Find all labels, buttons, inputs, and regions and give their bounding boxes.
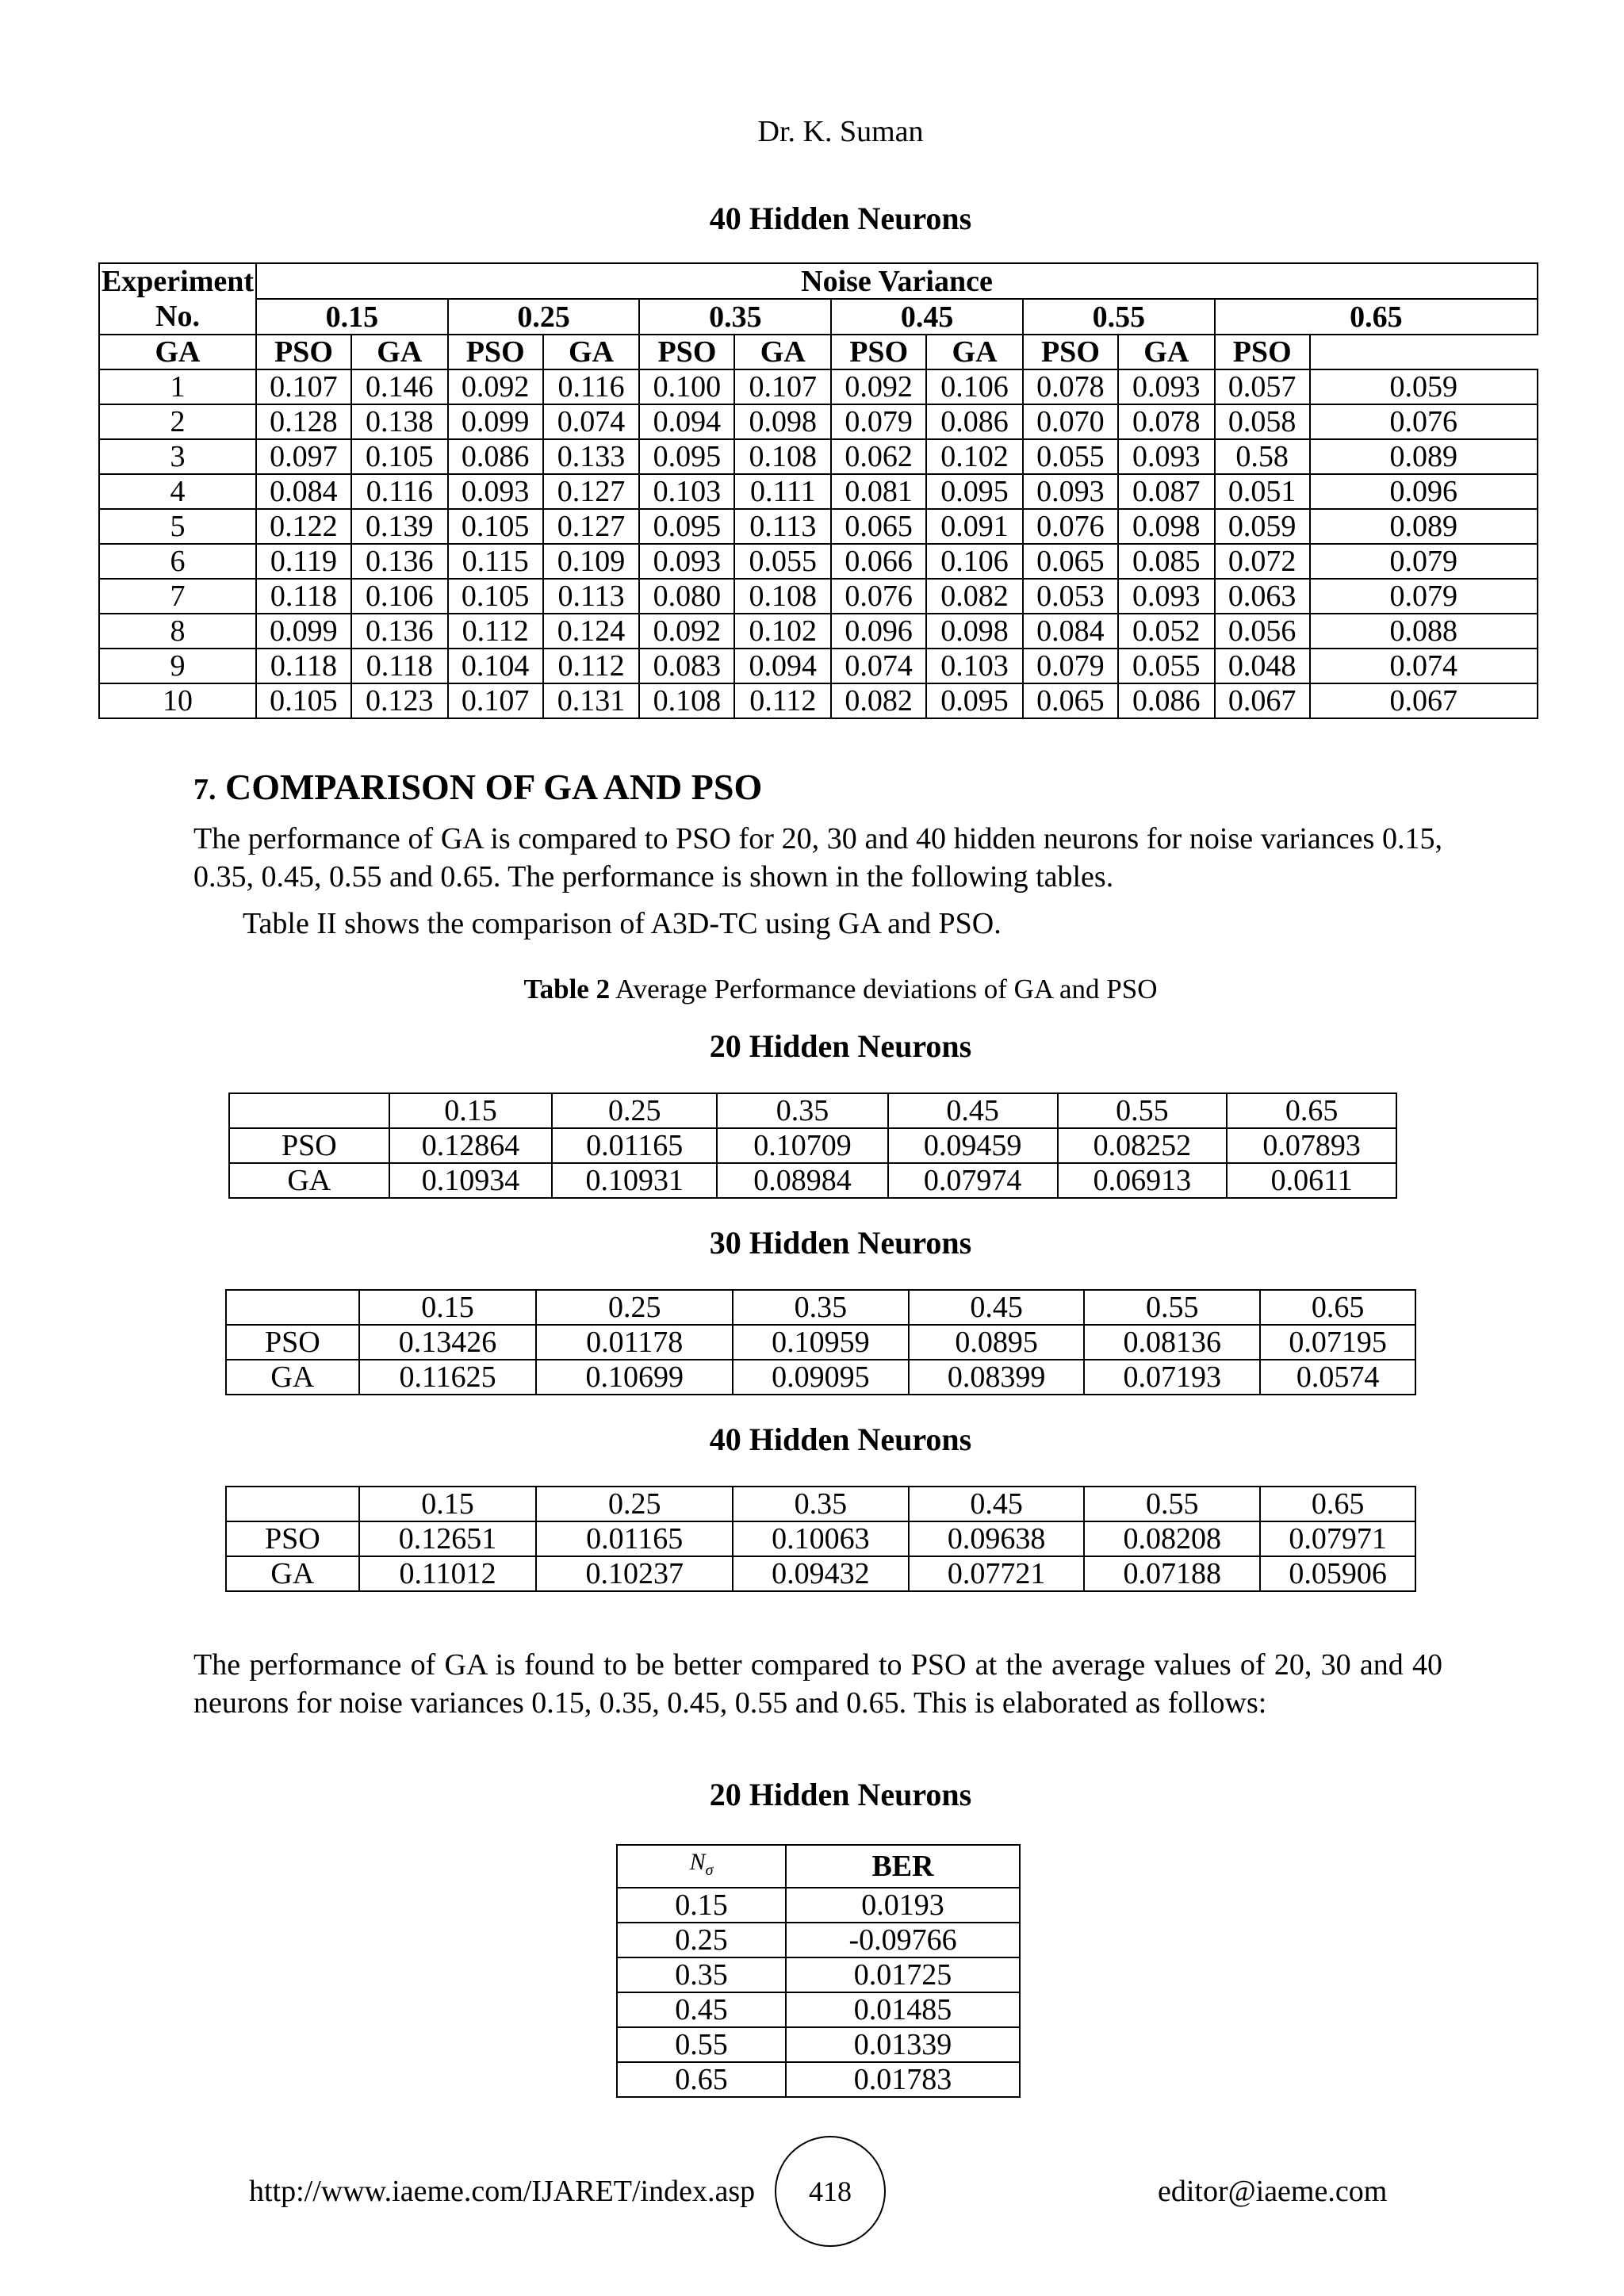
algorithm-label: GA bbox=[229, 1163, 389, 1198]
table-cell: 0.139 bbox=[351, 509, 448, 544]
table-cell: 0.122 bbox=[256, 509, 351, 544]
pso-subheader: PSO bbox=[1023, 335, 1118, 369]
table-cell: 0.058 bbox=[1215, 404, 1310, 439]
ga-subheader: GA bbox=[926, 335, 1023, 369]
table-cell: 0.066 bbox=[831, 544, 926, 579]
table-cell: 0.105 bbox=[351, 439, 448, 474]
algorithm-label: PSO bbox=[229, 1128, 389, 1163]
section-number: 7. bbox=[193, 773, 216, 806]
table-cell: 0.127 bbox=[543, 474, 640, 509]
table-row bbox=[99, 509, 1538, 544]
table-cell: 0.07971 bbox=[1260, 1521, 1415, 1556]
table-cell: 0.136 bbox=[351, 544, 448, 579]
table-row bbox=[226, 1325, 1415, 1360]
ber-table-title: 20 Hidden Neurons bbox=[709, 1777, 972, 1812]
table-cell: 0.10063 bbox=[733, 1521, 909, 1556]
table-cell: 0.086 bbox=[448, 439, 543, 474]
table-cell: 0.067 bbox=[1310, 683, 1538, 718]
noise-value: 0.45 bbox=[617, 1992, 786, 2027]
table-cell: 0.074 bbox=[1310, 649, 1538, 683]
table-cell: 0.08208 bbox=[1084, 1521, 1260, 1556]
table-cell: 0.093 bbox=[448, 474, 543, 509]
table-cell: 0.09459 bbox=[888, 1128, 1058, 1163]
table-cell: 0.089 bbox=[1310, 439, 1538, 474]
table-cell: 0.07974 bbox=[888, 1163, 1058, 1198]
section-title: COMPARISON OF GA AND PSO bbox=[225, 767, 763, 807]
table-cell: 0.07188 bbox=[1084, 1556, 1260, 1591]
table-cell: 0.089 bbox=[1310, 509, 1538, 544]
table-cell: 0.095 bbox=[926, 683, 1023, 718]
table-cell: 0.118 bbox=[256, 649, 351, 683]
table2-caption-text: Average Performance deviations of GA and PSO bbox=[610, 974, 1158, 1004]
ga-subheader: GA bbox=[734, 335, 831, 369]
variance-header: 0.25 bbox=[552, 1093, 717, 1128]
table-cell: 0.109 bbox=[543, 544, 640, 579]
variance-header: 0.65 bbox=[1260, 1487, 1415, 1521]
table-cell: 0.12651 bbox=[359, 1521, 537, 1556]
table-cell: 0.082 bbox=[831, 683, 926, 718]
table-cell: 0.0895 bbox=[909, 1325, 1085, 1360]
ber-value: 0.01725 bbox=[786, 1957, 1020, 1992]
variance-header: 0.25 bbox=[536, 1290, 733, 1325]
table-cell: 0.096 bbox=[1310, 474, 1538, 509]
ber-value: 0.0193 bbox=[786, 1888, 1020, 1923]
variance-header: 0.45 bbox=[888, 1093, 1058, 1128]
table-cell: 0.01165 bbox=[552, 1128, 717, 1163]
variance-header: 0.35 bbox=[639, 299, 831, 335]
ber-table bbox=[616, 1844, 1021, 2098]
table-cell: 0.079 bbox=[831, 404, 926, 439]
table-cell: 0.102 bbox=[734, 614, 831, 649]
table-cell: 0.078 bbox=[1118, 404, 1215, 439]
running-header bbox=[0, 114, 1624, 149]
table-cell: 0.138 bbox=[351, 404, 448, 439]
table-cell: 0.076 bbox=[831, 579, 926, 614]
avg-table-title: 30 Hidden Neurons bbox=[709, 1225, 972, 1261]
table-cell: 0.146 bbox=[351, 369, 448, 404]
ber-header: BER bbox=[786, 1845, 1020, 1888]
table-cell: 0.084 bbox=[256, 474, 351, 509]
ber-value: 0.01485 bbox=[786, 1992, 1020, 2027]
table-row bbox=[99, 579, 1538, 614]
table-cell: 0.091 bbox=[926, 509, 1023, 544]
experiment-number: 5 bbox=[99, 509, 256, 544]
table-cell: 0.092 bbox=[639, 614, 734, 649]
ga-subheader: GA bbox=[99, 335, 256, 369]
variance-header: 0.55 bbox=[1023, 299, 1215, 335]
algorithm-label: PSO bbox=[226, 1521, 359, 1556]
table-row bbox=[99, 649, 1538, 683]
corner-cell bbox=[226, 1290, 359, 1325]
table-cell: 0.0574 bbox=[1260, 1360, 1415, 1395]
table-cell: 0.07721 bbox=[909, 1556, 1085, 1591]
table-cell: 0.065 bbox=[1023, 683, 1118, 718]
table-cell: 0.093 bbox=[1118, 369, 1215, 404]
table-cell: 0.074 bbox=[831, 649, 926, 683]
experiment-table bbox=[98, 262, 1538, 719]
table-cell: 0.098 bbox=[926, 614, 1023, 649]
variance-header: 0.65 bbox=[1215, 299, 1538, 335]
table-cell: 0.093 bbox=[1023, 474, 1118, 509]
algorithm-label: GA bbox=[226, 1556, 359, 1591]
ber-value: 0.01339 bbox=[786, 2027, 1020, 2062]
table-cell: 0.083 bbox=[639, 649, 734, 683]
table-cell: 0.093 bbox=[1118, 579, 1215, 614]
table-row bbox=[617, 2027, 1020, 2062]
table-cell: 0.07193 bbox=[1084, 1360, 1260, 1395]
table-cell: 0.10699 bbox=[536, 1360, 733, 1395]
table-cell: 0.107 bbox=[448, 683, 543, 718]
table-cell: 0.112 bbox=[448, 614, 543, 649]
table-cell: 0.084 bbox=[1023, 614, 1118, 649]
table-cell: 0.08136 bbox=[1084, 1325, 1260, 1360]
variance-header: 0.35 bbox=[717, 1093, 888, 1128]
table-cell: 0.08252 bbox=[1058, 1128, 1228, 1163]
table-row bbox=[617, 1923, 1020, 1957]
table-cell: 0.074 bbox=[543, 404, 640, 439]
experiment-number: 6 bbox=[99, 544, 256, 579]
table-cell: 0.052 bbox=[1118, 614, 1215, 649]
variance-header: 0.45 bbox=[831, 299, 1023, 335]
table-cell: 0.118 bbox=[256, 579, 351, 614]
table-cell: 0.124 bbox=[543, 614, 640, 649]
table-cell: 0.136 bbox=[351, 614, 448, 649]
table-cell: 0.088 bbox=[1310, 614, 1538, 649]
section-paragraph-3: The performance of GA is found to be better compared to PSO at the average values of 20, 30 and 40 neurons for noise variances 0.15, 0.35, 0.45, 0.55 and 0.65. This is elaborated as follows: bbox=[193, 1648, 1442, 1720]
table-cell: 0.05906 bbox=[1260, 1556, 1415, 1591]
table-cell: 0.107 bbox=[256, 369, 351, 404]
table-cell: 0.06913 bbox=[1058, 1163, 1228, 1198]
noise-value: 0.35 bbox=[617, 1957, 786, 1992]
table-row bbox=[229, 1128, 1396, 1163]
ga-subheader: GA bbox=[543, 335, 640, 369]
table-cell: 0.092 bbox=[831, 369, 926, 404]
table-cell: 0.11625 bbox=[359, 1360, 537, 1395]
algorithm-label: PSO bbox=[226, 1325, 359, 1360]
table1-title: 40 Hidden Neurons bbox=[709, 201, 972, 236]
noise-value: 0.55 bbox=[617, 2027, 786, 2062]
table-row bbox=[99, 544, 1538, 579]
table-cell: 0.01178 bbox=[536, 1325, 733, 1360]
experiment-no-header: Experiment No. bbox=[99, 263, 256, 335]
table-cell: 0.08984 bbox=[717, 1163, 888, 1198]
table-cell: 0.065 bbox=[1023, 544, 1118, 579]
table-cell: 0.081 bbox=[831, 474, 926, 509]
table-cell: 0.119 bbox=[256, 544, 351, 579]
table-cell: 0.108 bbox=[639, 683, 734, 718]
table-cell: 0.116 bbox=[351, 474, 448, 509]
table-cell: 0.086 bbox=[926, 404, 1023, 439]
table-cell: 0.057 bbox=[1215, 369, 1310, 404]
avg-table-title: 20 Hidden Neurons bbox=[709, 1028, 972, 1064]
table-row bbox=[99, 614, 1538, 649]
footer-email[interactable]: editor@iaeme.com bbox=[1158, 2175, 1388, 2208]
algorithm-label: GA bbox=[226, 1360, 359, 1395]
pso-subheader: PSO bbox=[448, 335, 543, 369]
table-cell: 0.080 bbox=[639, 579, 734, 614]
variance-header: 0.55 bbox=[1084, 1487, 1260, 1521]
experiment-number: 8 bbox=[99, 614, 256, 649]
variance-header: 0.65 bbox=[1227, 1093, 1396, 1128]
variance-header: 0.55 bbox=[1058, 1093, 1228, 1128]
table-cell: 0.10934 bbox=[389, 1163, 553, 1198]
footer-url[interactable]: http://www.iaeme.com/IJARET/index.asp bbox=[249, 2175, 756, 2208]
variance-header: 0.45 bbox=[909, 1487, 1085, 1521]
table-cell: 0.01165 bbox=[536, 1521, 733, 1556]
noise-variance-header: Noise Variance bbox=[256, 263, 1538, 299]
table-row bbox=[99, 439, 1538, 474]
table-cell: 0.105 bbox=[448, 579, 543, 614]
noise-value: 0.15 bbox=[617, 1888, 786, 1923]
table-cell: 0.10237 bbox=[536, 1556, 733, 1591]
table-cell: 0.055 bbox=[1118, 649, 1215, 683]
table-cell: 0.131 bbox=[543, 683, 640, 718]
table-cell: 0.112 bbox=[734, 683, 831, 718]
table-cell: 0.10931 bbox=[552, 1163, 717, 1198]
table-cell: 0.085 bbox=[1118, 544, 1215, 579]
table-cell: 0.076 bbox=[1310, 404, 1538, 439]
table-cell: 0.094 bbox=[639, 404, 734, 439]
table-cell: 0.104 bbox=[448, 649, 543, 683]
table-cell: 0.105 bbox=[448, 509, 543, 544]
table-cell: 0.108 bbox=[734, 439, 831, 474]
variance-header: 0.35 bbox=[733, 1290, 909, 1325]
table-row bbox=[617, 2062, 1020, 2097]
ga-subheader: GA bbox=[1118, 335, 1215, 369]
table-cell: 0.133 bbox=[543, 439, 640, 474]
table-cell: 0.12864 bbox=[389, 1128, 553, 1163]
pso-subheader: PSO bbox=[256, 335, 351, 369]
variance-header: 0.25 bbox=[536, 1487, 733, 1521]
pso-subheader: PSO bbox=[831, 335, 926, 369]
table-cell: 0.053 bbox=[1023, 579, 1118, 614]
table2-caption bbox=[0, 974, 1624, 1005]
table-cell: 0.095 bbox=[639, 509, 734, 544]
table-row bbox=[99, 404, 1538, 439]
table-cell: 0.094 bbox=[734, 649, 831, 683]
table-cell: 0.112 bbox=[543, 649, 640, 683]
table-cell: 0.056 bbox=[1215, 614, 1310, 649]
table-cell: 0.099 bbox=[448, 404, 543, 439]
table-cell: 0.118 bbox=[351, 649, 448, 683]
table-cell: 0.087 bbox=[1118, 474, 1215, 509]
experiment-number: 2 bbox=[99, 404, 256, 439]
pso-subheader: PSO bbox=[1215, 335, 1310, 369]
table-cell: 0.07893 bbox=[1227, 1128, 1396, 1163]
table-cell: 0.08399 bbox=[909, 1360, 1085, 1395]
table-cell: 0.055 bbox=[734, 544, 831, 579]
table-cell: 0.065 bbox=[831, 509, 926, 544]
table-cell: 0.059 bbox=[1310, 369, 1538, 404]
experiment-number: 9 bbox=[99, 649, 256, 683]
table-cell: 0.067 bbox=[1215, 683, 1310, 718]
table-cell: 0.09638 bbox=[909, 1521, 1085, 1556]
avg-performance-table bbox=[228, 1093, 1397, 1199]
table2-caption-label: Table 2 bbox=[523, 974, 611, 1004]
table-cell: 0.123 bbox=[351, 683, 448, 718]
table-cell: 0.095 bbox=[639, 439, 734, 474]
table-cell: 0.58 bbox=[1215, 439, 1310, 474]
table-cell: 0.051 bbox=[1215, 474, 1310, 509]
table-cell: 0.079 bbox=[1310, 579, 1538, 614]
table-cell: 0.093 bbox=[639, 544, 734, 579]
table-cell: 0.113 bbox=[734, 509, 831, 544]
table-cell: 0.082 bbox=[926, 579, 1023, 614]
table-cell: 0.079 bbox=[1310, 544, 1538, 579]
table-cell: 0.103 bbox=[926, 649, 1023, 683]
table-cell: 0.095 bbox=[926, 474, 1023, 509]
table-cell: 0.10959 bbox=[733, 1325, 909, 1360]
avg-performance-table bbox=[225, 1289, 1416, 1395]
table-cell: 0.070 bbox=[1023, 404, 1118, 439]
variance-header: 0.15 bbox=[389, 1093, 553, 1128]
table-cell: 0.078 bbox=[1023, 369, 1118, 404]
table-cell: 0.10709 bbox=[717, 1128, 888, 1163]
noise-value: 0.65 bbox=[617, 2062, 786, 2097]
variance-header: 0.55 bbox=[1084, 1290, 1260, 1325]
table-cell: 0.106 bbox=[926, 544, 1023, 579]
section-heading bbox=[193, 766, 762, 808]
variance-header: 0.15 bbox=[256, 299, 448, 335]
table-cell: 0.128 bbox=[256, 404, 351, 439]
table-cell: 0.096 bbox=[831, 614, 926, 649]
table-cell: 0.100 bbox=[639, 369, 734, 404]
experiment-number: 3 bbox=[99, 439, 256, 474]
variance-header: 0.25 bbox=[448, 299, 640, 335]
variance-header: 0.45 bbox=[909, 1290, 1085, 1325]
table-cell: 0.07195 bbox=[1260, 1325, 1415, 1360]
table-cell: 0.09432 bbox=[733, 1556, 909, 1591]
table-cell: 0.086 bbox=[1118, 683, 1215, 718]
pso-subheader: PSO bbox=[639, 335, 734, 369]
table-cell: 0.102 bbox=[926, 439, 1023, 474]
table-row bbox=[99, 683, 1538, 718]
experiment-number: 4 bbox=[99, 474, 256, 509]
experiment-number: 10 bbox=[99, 683, 256, 718]
table-cell: 0.127 bbox=[543, 509, 640, 544]
variance-header: 0.35 bbox=[733, 1487, 909, 1521]
table-cell: 0.059 bbox=[1215, 509, 1310, 544]
noise-symbol-header: $N_\sigma$ bbox=[617, 1845, 786, 1888]
table-cell: 0.099 bbox=[256, 614, 351, 649]
ga-subheader: GA bbox=[351, 335, 448, 369]
table-cell: 0.107 bbox=[734, 369, 831, 404]
variance-header: 0.65 bbox=[1260, 1290, 1415, 1325]
experiment-number: 7 bbox=[99, 579, 256, 614]
table-row bbox=[226, 1556, 1415, 1591]
table-cell: 0.105 bbox=[256, 683, 351, 718]
section-paragraph-2: Table II shows the comparison of A3D-TC using GA and PSO. bbox=[243, 907, 1002, 940]
table-cell: 0.108 bbox=[734, 579, 831, 614]
variance-header: 0.15 bbox=[359, 1487, 537, 1521]
table-cell: 0.106 bbox=[351, 579, 448, 614]
table-cell: 0.106 bbox=[926, 369, 1023, 404]
table-cell: 0.062 bbox=[831, 439, 926, 474]
table-row bbox=[617, 1888, 1020, 1923]
table-cell: 0.072 bbox=[1215, 544, 1310, 579]
table-cell: 0.09095 bbox=[733, 1360, 909, 1395]
page-number: 418 bbox=[775, 2136, 886, 2247]
table-cell: 0.11012 bbox=[359, 1556, 537, 1591]
table-cell: 0.13426 bbox=[359, 1325, 537, 1360]
avg-performance-table bbox=[225, 1486, 1416, 1592]
variance-header: 0.15 bbox=[359, 1290, 537, 1325]
table-cell: 0.113 bbox=[543, 579, 640, 614]
table-cell: 0.116 bbox=[543, 369, 640, 404]
noise-value: 0.25 bbox=[617, 1923, 786, 1957]
table-cell: 0.097 bbox=[256, 439, 351, 474]
table-row bbox=[617, 1957, 1020, 1992]
section-paragraph-1: The performance of GA is compared to PSO for 20, 30 and 40 hidden neurons for noise variances 0.15, 0.35, 0.45, 0.55 and 0.65. The performance is shown in the following tables. bbox=[193, 822, 1442, 894]
corner-cell bbox=[226, 1487, 359, 1521]
table-cell: 0.115 bbox=[448, 544, 543, 579]
table-cell: 0.103 bbox=[639, 474, 734, 509]
table-cell: 0.098 bbox=[734, 404, 831, 439]
author-name: Dr. K. Suman bbox=[757, 115, 924, 148]
table-row bbox=[226, 1360, 1415, 1395]
ber-value: -0.09766 bbox=[786, 1923, 1020, 1957]
table-cell: 0.055 bbox=[1023, 439, 1118, 474]
table-row bbox=[226, 1521, 1415, 1556]
corner-cell bbox=[229, 1093, 389, 1128]
table-row bbox=[99, 369, 1538, 404]
table-cell: 0.092 bbox=[448, 369, 543, 404]
table-row bbox=[617, 1992, 1020, 2027]
table-row bbox=[99, 474, 1538, 509]
table-cell: 0.0611 bbox=[1227, 1163, 1396, 1198]
table-cell: 0.098 bbox=[1118, 509, 1215, 544]
table-cell: 0.079 bbox=[1023, 649, 1118, 683]
table-cell: 0.111 bbox=[734, 474, 831, 509]
ber-value: 0.01783 bbox=[786, 2062, 1020, 2097]
avg-table-title: 40 Hidden Neurons bbox=[709, 1422, 972, 1457]
table-row bbox=[229, 1163, 1396, 1198]
table-cell: 0.093 bbox=[1118, 439, 1215, 474]
table-cell: 0.063 bbox=[1215, 579, 1310, 614]
table-cell: 0.076 bbox=[1023, 509, 1118, 544]
experiment-number: 1 bbox=[99, 369, 256, 404]
table-cell: 0.048 bbox=[1215, 649, 1310, 683]
